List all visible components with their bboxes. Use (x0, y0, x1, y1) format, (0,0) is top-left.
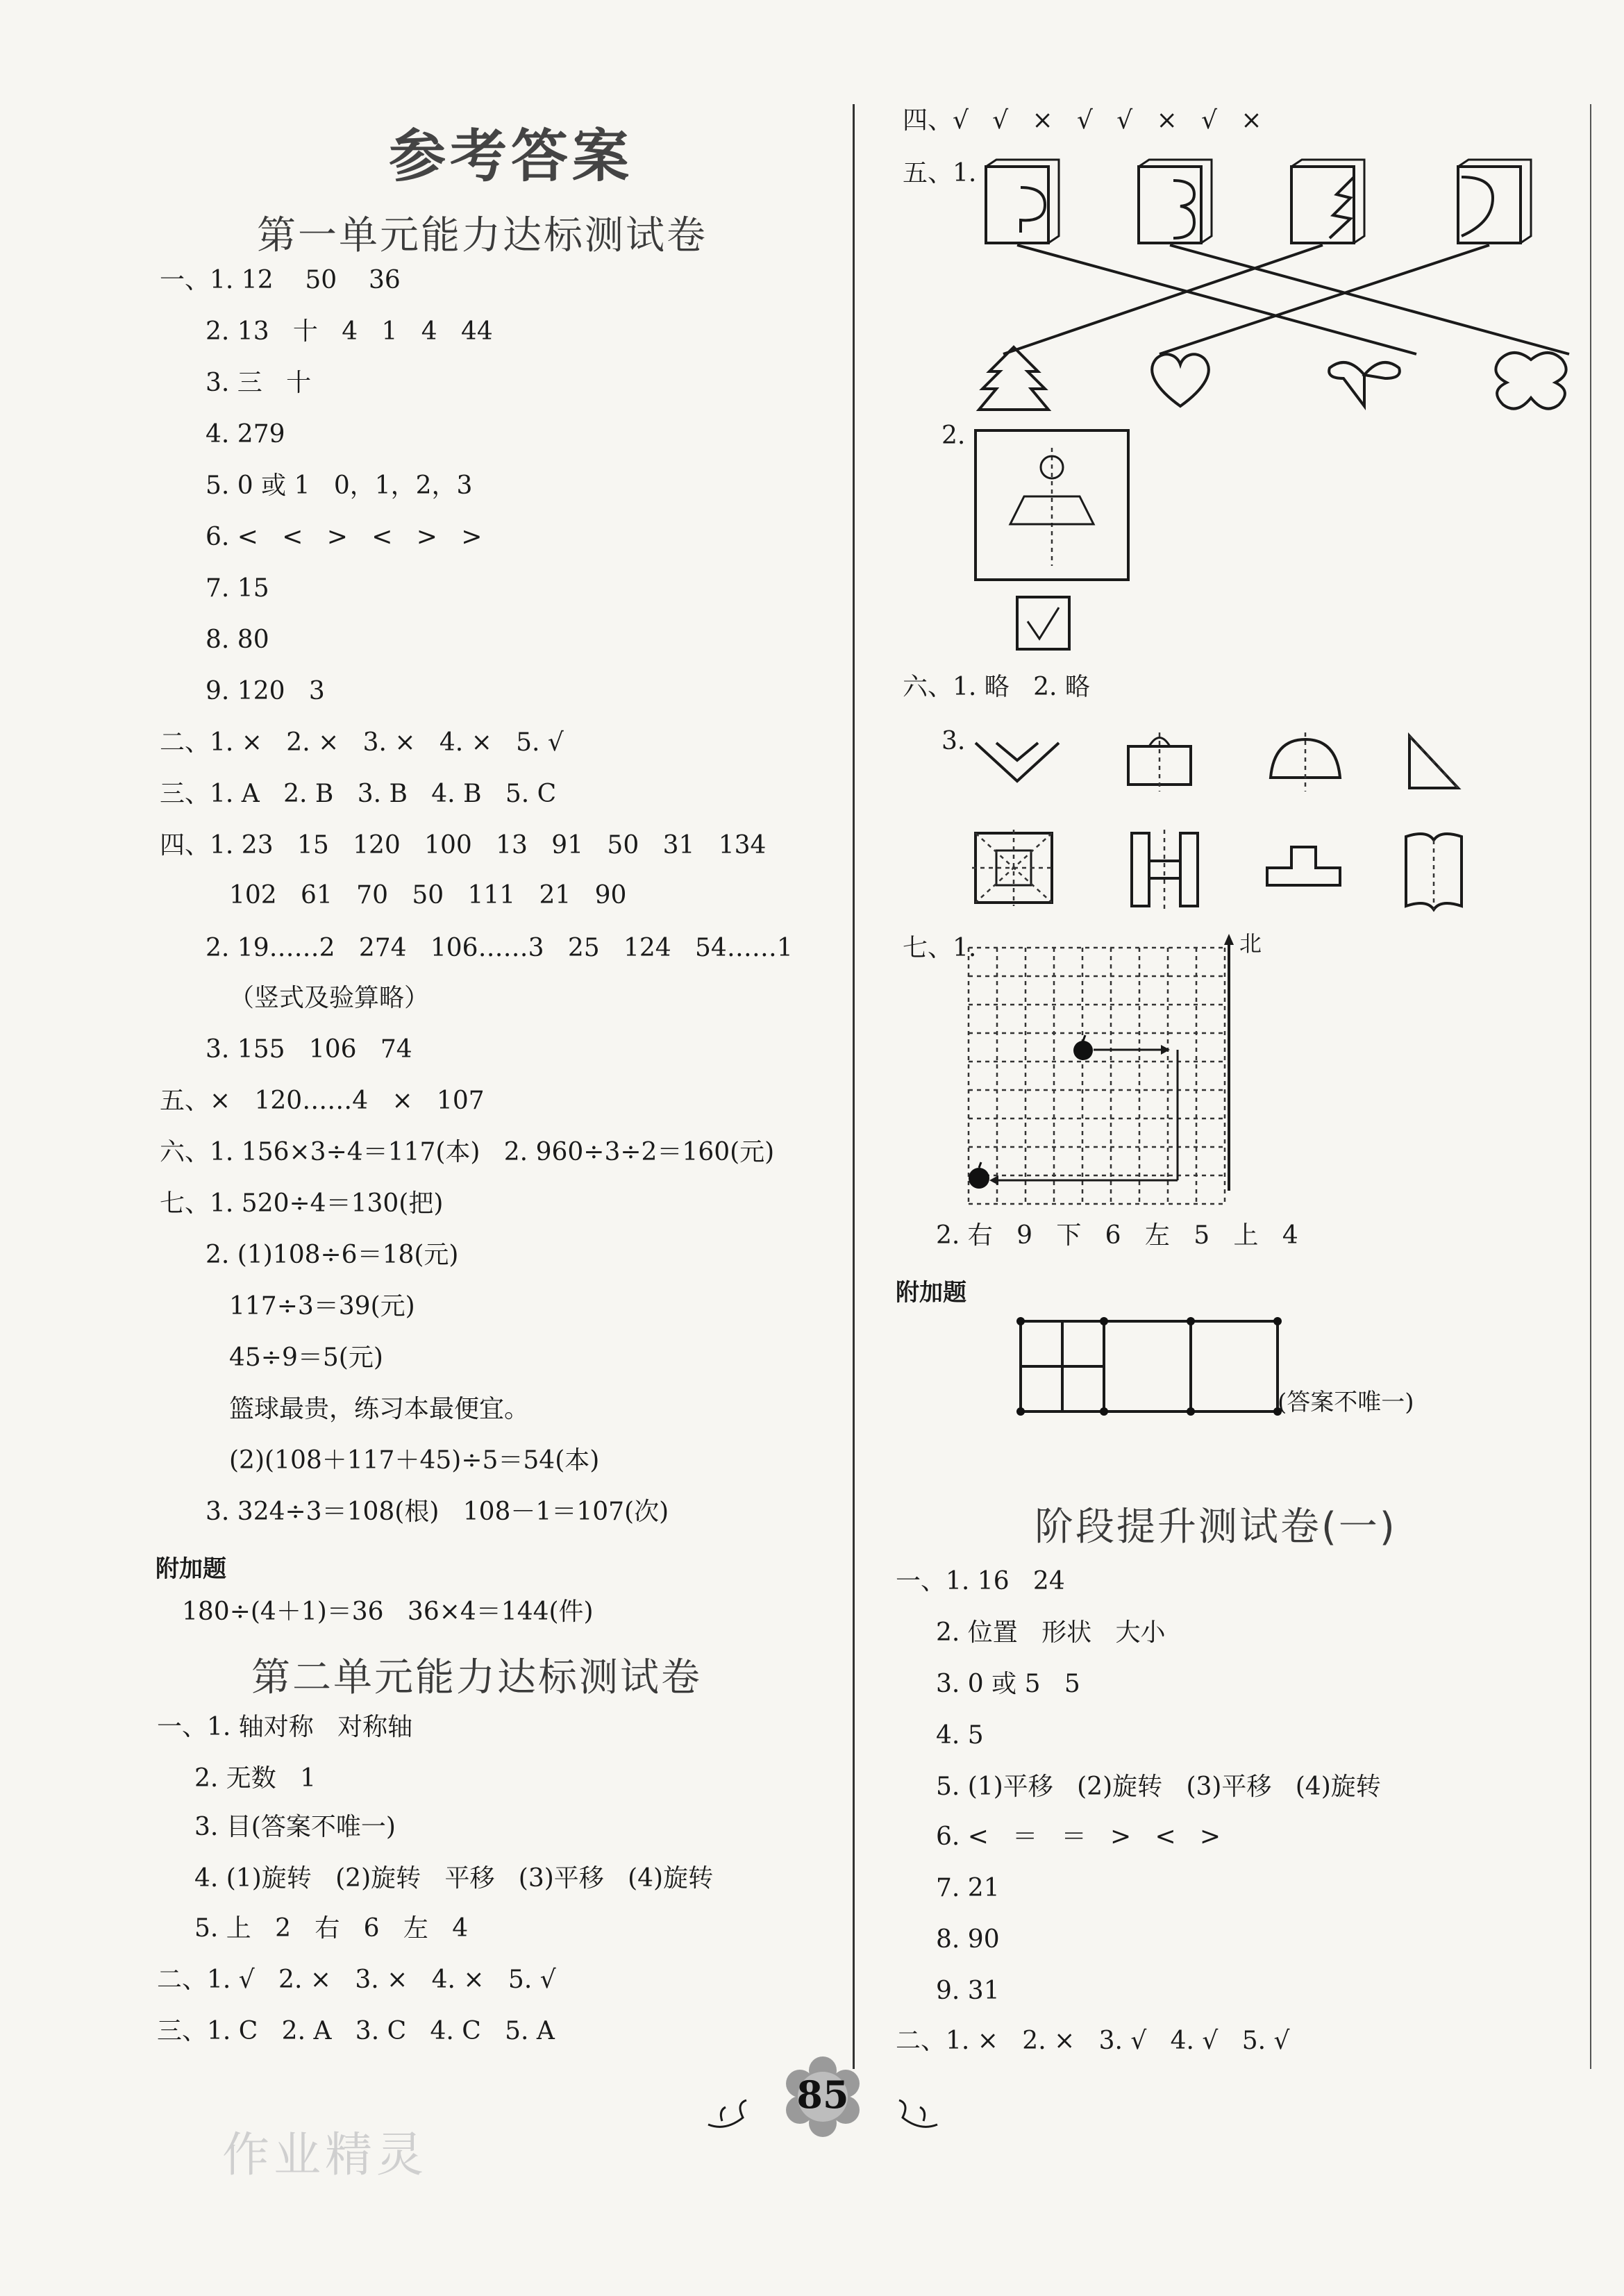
unit1-title: 第一单元能力达标测试卷 (257, 213, 708, 258)
unit2-title: 第二单元能力达标测试卷 (251, 1655, 702, 1700)
shell-shape-icon (1271, 732, 1340, 791)
arrow-shape-icon (976, 743, 1059, 781)
stage-title: 阶段提升测试卷(一) (1035, 1505, 1397, 1550)
stage-line: 二、1. × 2. × 3. √ 4. √ 5. √ (896, 2027, 1290, 2055)
apple-icon (969, 1162, 989, 1189)
stage-line: 8. 90 (936, 1925, 1000, 1954)
extra1-line: 180÷(4＋1)＝36 36×4＝144(件) (182, 1598, 594, 1626)
decor-leaf-icon (878, 2097, 941, 2138)
unit1-line: 五、× 120……4 × 107 (160, 1087, 485, 1115)
unit1-line: 8. 80 (206, 626, 269, 654)
butterfly-shape-icon (1496, 353, 1566, 409)
folded-paper-icon (1458, 160, 1531, 243)
unit2-line: 4. (1)旋转 (2)旋转 平移 (3)平移 (4)旋转 (194, 1864, 714, 1893)
north-label: 北 (1239, 930, 1262, 957)
unit1-line: 3. 324÷3＝108(根) 108－1＝107(次) (206, 1498, 669, 1526)
stage-line: 一、1. 16 24 (896, 1567, 1065, 1595)
unit2-line: 三、1. C 2. A 3. C 4. C 5. A (157, 2017, 555, 2045)
unit2-line: 5. 上 2 右 6 左 4 (194, 1914, 469, 1943)
extra1-label: 附加题 (156, 1555, 226, 1583)
label-3: 3. (941, 727, 966, 755)
unit1-line: 2. 19……2 274 106……3 25 124 54……1 (206, 934, 793, 962)
book-shape-icon (1406, 834, 1462, 910)
stage-line: 9. 31 (936, 1977, 1000, 2005)
page-number: 85 (796, 2072, 849, 2117)
stage-line: 4. 5 (936, 1721, 984, 1750)
unit1-line: 7. 15 (206, 574, 269, 603)
label-seven-1: 七、1. (903, 934, 977, 962)
unit1-line: 3. 155 106 74 (206, 1035, 412, 1064)
extra-label: 附加题 (896, 1279, 966, 1307)
stage-line: 6. < ＝ ＝ > < > (936, 1822, 1221, 1851)
symmetry-figure (972, 427, 1139, 663)
column-divider (853, 104, 855, 2069)
label-2: 2. (941, 421, 966, 450)
unit1-line: 六、1. 156×3÷4＝117(本) 2. 960÷3÷2＝160(元) (160, 1138, 775, 1166)
unit1-line: 117÷3＝39(元) (229, 1292, 415, 1321)
check-box (1017, 597, 1069, 649)
unit1-line: 三、1. A 2. B 3. B 4. B 5. C (160, 780, 557, 808)
unit1-line: 2. (1)108÷6＝18(元) (206, 1241, 459, 1269)
unit1-line: 6. < < > < > > (206, 523, 483, 551)
label-six: 六、1. 略 2. 略 (903, 673, 1090, 701)
unit1-line: 一、1. 12 50 36 (160, 266, 401, 294)
paper-cut-matching-figure (972, 156, 1583, 406)
watermark-text: 作业精灵 (222, 2128, 428, 2183)
unit2-line: 3. 目(答案不唯一) (194, 1813, 396, 1841)
unit1-line: 3. 三 十 (206, 369, 312, 397)
folded-paper-icon (986, 160, 1059, 243)
folded-paper-icon (1139, 160, 1212, 243)
unit1-line: 45÷9＝5(元) (229, 1343, 383, 1372)
stage-line: 5. (1)平移 (2)旋转 (3)平移 (4)旋转 (936, 1773, 1381, 1801)
unit1-line: 二、1. × 2. × 3. × 4. × 5. √ (160, 728, 564, 757)
unit1-line: 篮球最贵，练习本最便宜。 (229, 1395, 530, 1423)
grid-map (958, 934, 1264, 1212)
page-title: 参考答案 (389, 123, 634, 190)
extra-note: (答案不唯一) (1278, 1389, 1414, 1416)
unit2-line: 一、1. 轴对称 对称轴 (157, 1713, 413, 1741)
unit2-line: 二、1. √ 2. × 3. × 4. × 5. √ (157, 1966, 556, 1994)
apple-icon (1073, 1035, 1093, 1060)
sprout-shape-icon (1329, 362, 1400, 406)
rectangle-division-figure (1017, 1318, 1288, 1422)
unit1-line: 2. 13 十 4 1 4 44 (206, 317, 493, 346)
unit1-line: 9. 120 3 (206, 677, 325, 705)
unit1-line: 4. 279 (206, 420, 285, 449)
bag-shape-icon (1128, 732, 1191, 791)
right-border (1590, 104, 1591, 2069)
stage-line: 3. 0 或 5 5 (936, 1670, 1080, 1698)
unit1-line: 四、1. 23 15 120 100 13 91 50 31 134 (160, 831, 767, 860)
unit1-line: (2)(108＋117＋45)÷5＝54(本) (229, 1446, 600, 1475)
heart-shape-icon (1152, 354, 1209, 406)
square-star-shape-icon (972, 830, 1055, 906)
decor-leaf-icon (705, 2097, 767, 2138)
symmetry-drawings (972, 729, 1569, 923)
stage-line: 2. 位置 形状 大小 (936, 1618, 1166, 1647)
tree-shape-icon (979, 347, 1048, 410)
unit1-line: 七、1. 520÷4＝130(把) (160, 1189, 444, 1218)
unit1-line: 5. 0 或 1 0，1，2，3 (206, 471, 473, 500)
label-five-1: 五、1. (903, 159, 977, 187)
seven-2-line: 2. 右 9 下 6 左 5 上 4 (936, 1221, 1298, 1250)
unit2-line: 2. 无数 1 (194, 1764, 317, 1793)
stage-line: 7. 21 (936, 1874, 1000, 1902)
unit1-line: （竖式及验算略） (229, 984, 430, 1012)
step-shape-icon (1267, 847, 1340, 885)
triangle-shape-icon (1409, 736, 1458, 788)
h-shape-icon (1132, 830, 1198, 910)
folded-paper-icon (1291, 160, 1364, 243)
section-four-line: 四、√ √ × √ √ × √ × (903, 106, 1262, 135)
unit1-line: 102 61 70 50 111 21 90 (229, 881, 627, 910)
